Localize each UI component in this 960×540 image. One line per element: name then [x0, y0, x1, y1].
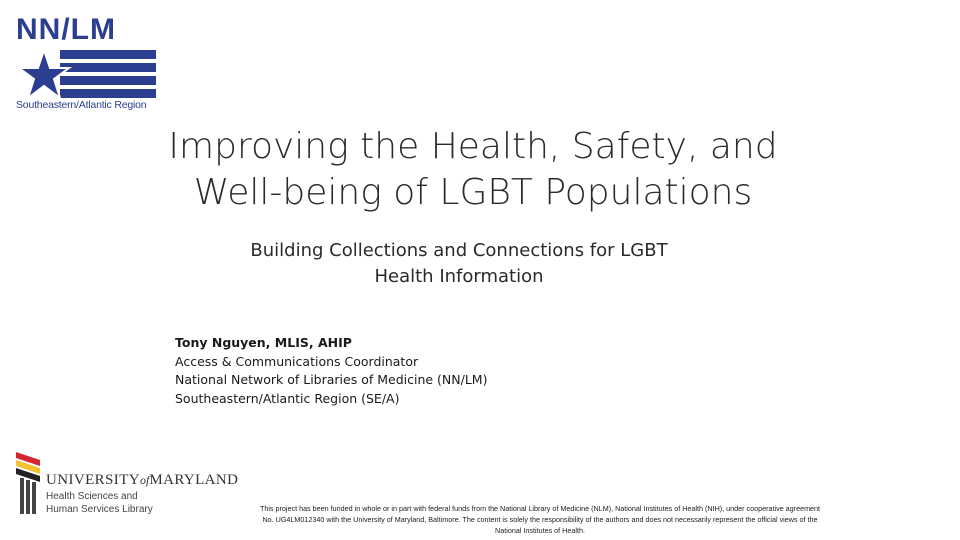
umd-library-logo	[12, 452, 244, 518]
slide-subtitle-line-1: Building Collections and Connections for LGBT	[250, 240, 668, 261]
umd-library-line-1: Health Sciences and	[46, 491, 138, 502]
umd-word-university: UNIVERSITY	[46, 472, 140, 488]
slide-subtitle	[210, 238, 708, 290]
slide-title-line-1: Improving the Health, Safety, and	[168, 126, 778, 167]
umd-university-name	[46, 472, 238, 489]
umd-shield-icon	[14, 452, 42, 516]
funding-disclaimer: This project has been funded in whole or in part with federal funds from the National Library of Medicine (NLM), National Institutes of Health (NIH), under cooperative agreement No. UG4LM012340 with the University of Maryland, Baltimore. The content is solely the responsibility of the authors and does not necessarily represent the official views of the National Institutes of Health.	[259, 504, 821, 535]
nnlm-logo-letters: NN/LM	[16, 13, 116, 46]
nnlm-logo	[14, 14, 160, 116]
umd-word-maryland: MARYLAND	[149, 472, 239, 488]
author-organization: National Network of Libraries of Medicine (NN/LM)	[175, 372, 488, 387]
slide-title	[150, 124, 796, 216]
author-role: Access & Communications Coordinator	[175, 353, 419, 369]
author-block	[175, 334, 487, 408]
umd-word-of: of	[140, 473, 150, 487]
author-region: Southeastern/Atlantic Region (SE/A)	[175, 390, 400, 406]
nnlm-region-label: Southeastern/Atlantic Region	[16, 99, 147, 111]
author-name: Tony Nguyen, MLIS, AHIP	[175, 335, 352, 350]
slide-subtitle-line-2: Health Information	[374, 266, 544, 287]
nnlm-star-stripes-icon	[14, 48, 160, 100]
umd-library-line-2: Human Services Library	[46, 504, 153, 515]
slide-title-line-2: Well-being of LGBT Populations	[193, 172, 753, 213]
